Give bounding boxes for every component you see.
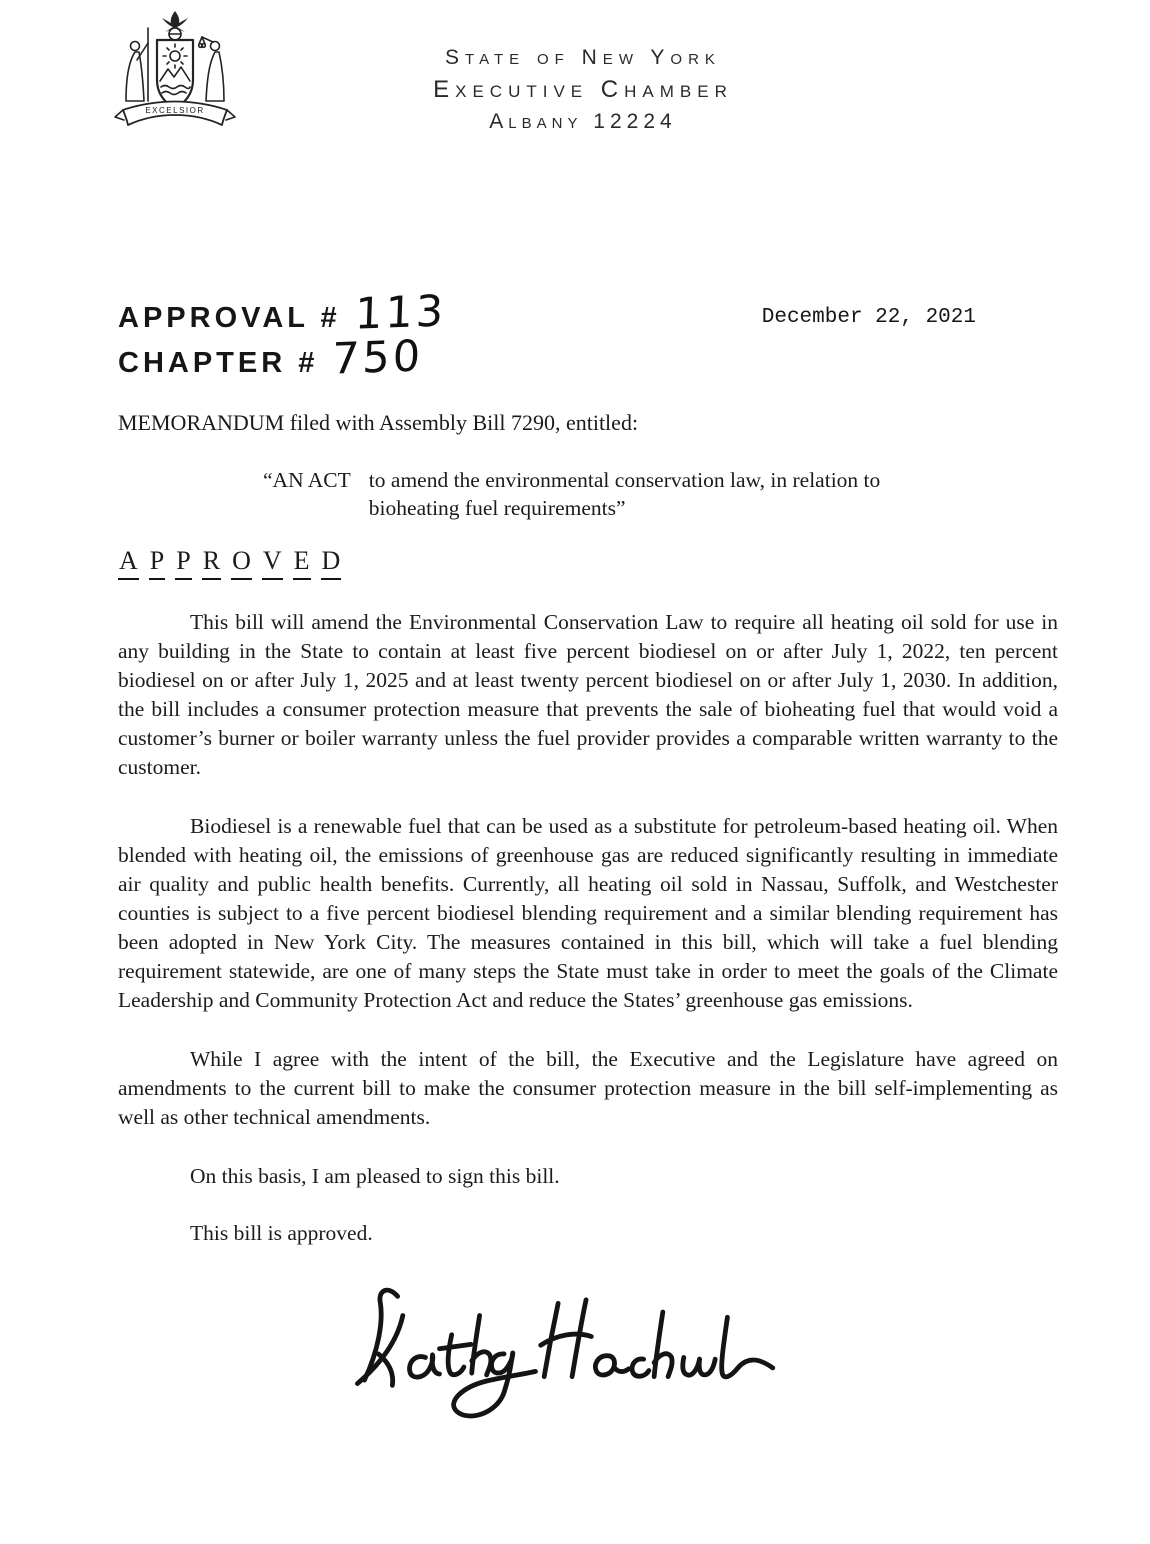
letterhead-text: [333, 46, 833, 134]
approval-chapter-stamp: [118, 286, 447, 385]
letterhead-org-line1: State of New York: [445, 46, 721, 69]
approval-label: APPROVAL #: [118, 302, 341, 334]
signature-handwriting-icon: [340, 1276, 785, 1431]
liberty-figure-icon: [126, 28, 148, 101]
date-line: December 22, 2021: [761, 306, 976, 329]
letterhead-org-line3: Albany 12224: [489, 110, 677, 133]
chapter-number-line: [118, 331, 446, 385]
approval-number-handwritten: 113: [353, 286, 447, 340]
closing-line-1: On this basis, I am pleased to sign this bill.: [190, 1164, 560, 1188]
closing-line-2: This bill is approved.: [190, 1221, 373, 1245]
coat-of-arms-icon: [110, 8, 240, 138]
approval-number-line: [118, 286, 447, 340]
letter-body: [118, 288, 1058, 1436]
justice-figure-icon: [199, 37, 224, 101]
chapter-number-handwritten: 750: [331, 331, 425, 385]
act-title-block: [263, 466, 1058, 522]
seal-motto-text: EXCELSIOR: [145, 106, 205, 115]
body-paragraph-3: While I agree with the intent of the bill, the Executive and the Legislature have agreed on amendments to the current bill to make the consumer protection measure in the bill self-implementing as well as other technical amendments.: [118, 1047, 1058, 1129]
memorandum-line: MEMORANDUM filed with Assembly Bill 7290, entitled:: [118, 410, 639, 435]
act-title-text: to amend the environmental conservation law, in relation to bioheating fuel requirements”: [368, 468, 881, 520]
letterhead-org-line2: Executive Chamber: [433, 76, 733, 103]
act-opening: “AN ACT: [263, 468, 351, 492]
eagle-icon: [162, 11, 188, 32]
chapter-label: CHAPTER #: [118, 347, 319, 379]
ny-state-seal: [110, 8, 240, 143]
body-paragraph-1: This bill will amend the Environmental Conservation Law to require all heating oil sold for use in any building in the State to contain at least five percent biodiesel on or after July 1, 2022, ten percent biodiesel on or after July 1, 2025 and at least twenty percent biodiesel on or after July 1, 2030. In addition, the bill includes a consumer protection measure that prevents the sale of bioheating fuel that would void a customer’s burner or boiler warranty unless the fuel provider provides a comparable written warranty to the customer.: [118, 610, 1058, 779]
body-paragraph-2: Biodiesel is a renewable fuel that can be used as a substitute for petroleum-based heating oil. When blended with heating oil, the emissions of greenhouse gas are reduced significantly resulting in immediate air quality and public health benefits. Currently, all heating oil sold in Nassau, Suffolk, and Westchester counties is subject to a five percent biodiesel blending requirement and a similar blending requirement has been adopted in New York City. The measures contained in this bill, which will take a fuel blending requirement statewide, are one of many steps the State must take in order to meet the goals of the Climate Leadership and Community Protection Act and reduce the States’ greenhouse gas emissions.: [118, 814, 1058, 1012]
approved-heading: A P P R O V E D: [118, 546, 1058, 580]
stamp-and-date-row: [118, 286, 1058, 385]
governor-signature: [340, 1276, 1058, 1436]
